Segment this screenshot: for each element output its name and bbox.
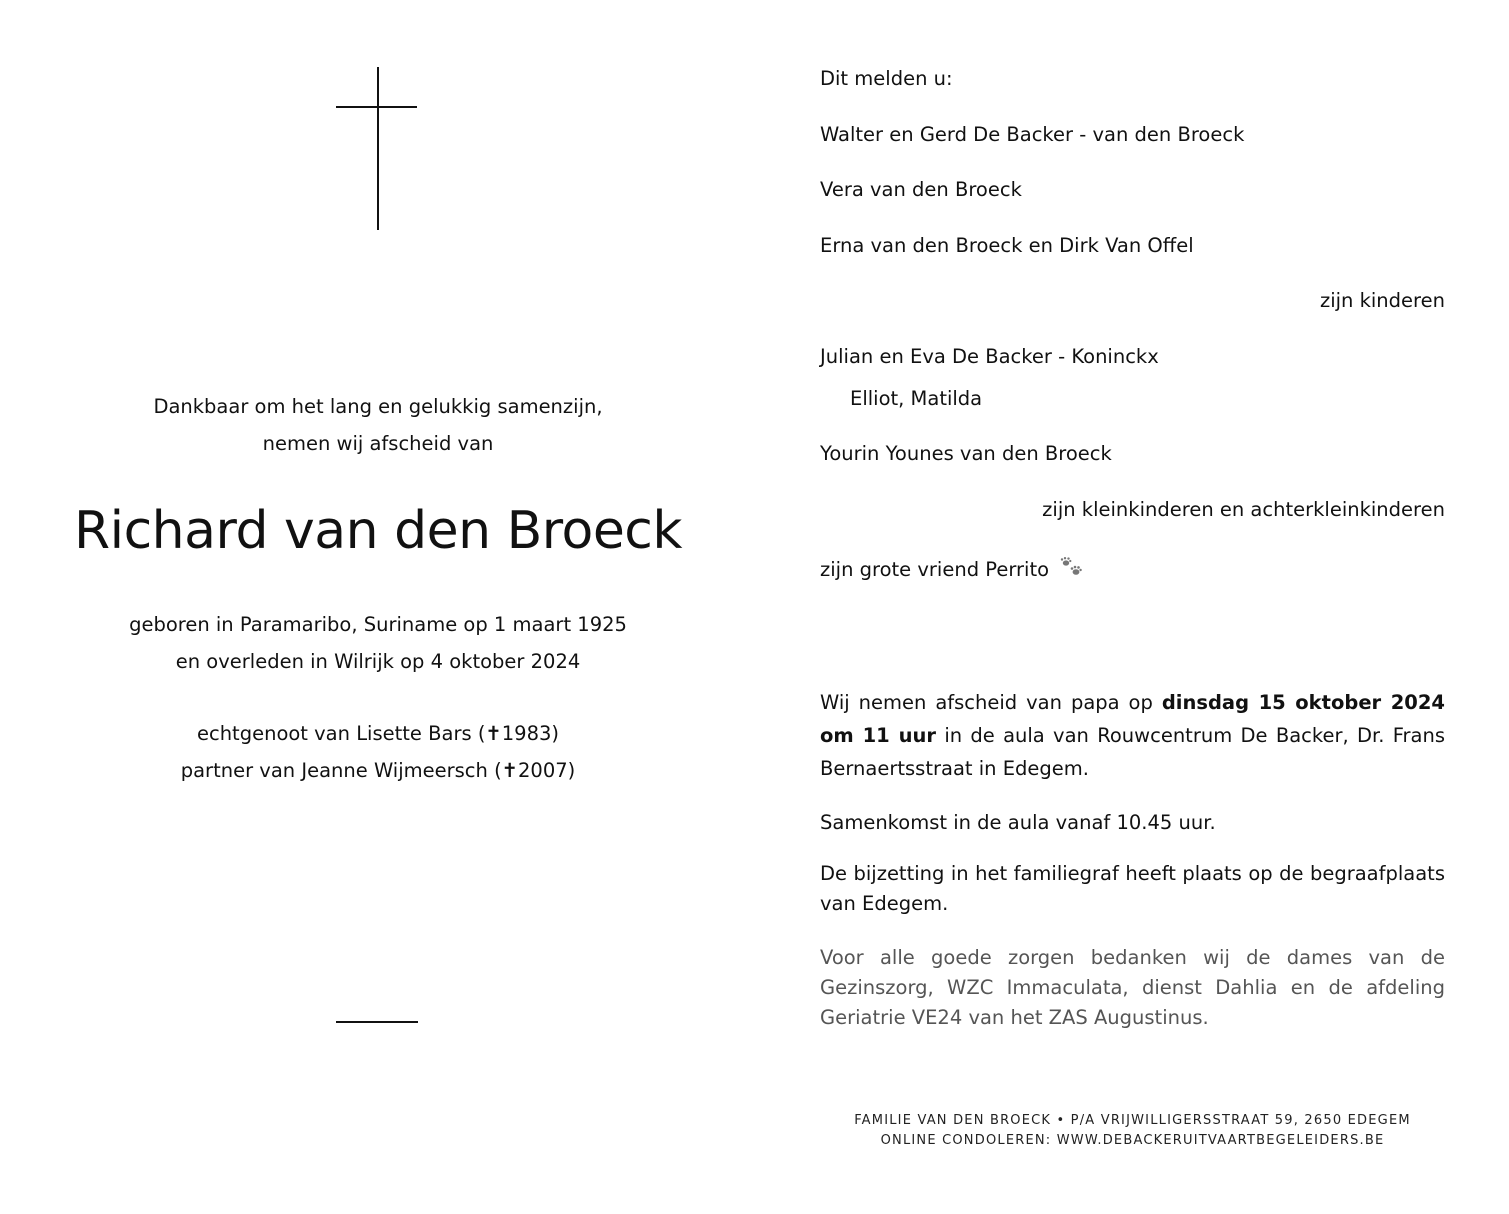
friend-line — [820, 556, 1085, 584]
cross-icon-vertical — [377, 67, 379, 230]
grandchild-1: Julian en Eva De Backer - Koninckx — [820, 345, 1159, 368]
partner-line: partner van Jeanne Wijmeersch (✝2007) — [180, 759, 576, 782]
announce-text: Dit melden u: — [820, 67, 953, 90]
gathering-paragraph: Samenkomst in de aula vanaf 10.45 uur. — [820, 811, 1216, 834]
intro-line-2: nemen wij afscheid van — [262, 432, 494, 455]
cross-icon-horizontal — [336, 106, 417, 108]
ceremony-text-before: Wij nemen afscheid van papa op — [820, 691, 1162, 714]
birth-line: geboren in Paramaribo, Suriname op 1 maart 1925 — [129, 613, 627, 636]
ceremony-paragraph — [820, 686, 1445, 785]
friend-text: zijn grote vriend Perrito — [820, 558, 1050, 581]
thanks-paragraph: Voor alle goede zorgen bedanken wij de dames van de Gezinszorg, WZC Immaculata, dienst Dahlia en de afdeling Geriatrie VE24 van het ZAS Augustinus. — [820, 946, 1445, 1029]
grandchild-2: Yourin Younes van den Broeck — [820, 442, 1112, 465]
children-label: zijn kinderen — [1319, 289, 1445, 312]
burial-paragraph: De bijzetting in het familiegraf heeft plaats op de begraafplaats van Edegem. — [820, 862, 1445, 915]
spouse-info — [60, 715, 696, 789]
ceremony-text-after: in de aula van Rouwcentrum De Backer, Dr. Frans Bernaertsstraat in Edegem. — [820, 724, 1445, 780]
footer — [820, 1111, 1445, 1151]
grandchildren-label: zijn kleinkinderen en achterkleinkinderen — [1042, 498, 1445, 521]
intro-text — [60, 388, 696, 462]
child-1: Walter en Gerd De Backer - van den Broeck — [820, 123, 1245, 146]
intro-line-1: Dankbaar om het lang en gelukkig samenzijn, — [153, 395, 603, 418]
great-grandchildren: Elliot, Matilda — [850, 387, 983, 410]
spouse-line: echtgenoot van Lisette Bars (✝1983) — [196, 722, 560, 745]
ceremony-date: dinsdag 15 oktober 2024 om 11 uur — [820, 691, 1445, 747]
child-3: Erna van den Broeck en Dirk Van Offel — [820, 234, 1194, 257]
death-line: en overleden in Wilrijk op 4 oktober 2024 — [175, 650, 581, 673]
birth-death-info — [60, 606, 696, 680]
paw-prints-icon — [1059, 557, 1085, 579]
footer-website: ONLINE CONDOLEREN: WWW.DEBACKERUITVAARTBEGELEIDERS.BE — [880, 1133, 1385, 1148]
deceased-name: Richard van den Broeck — [73, 501, 683, 561]
footer-address: FAMILIE VAN DEN BROECK • P/A VRIJWILLIGERSSTRAAT 59, 2650 EDEGEM — [854, 1113, 1411, 1128]
child-2: Vera van den Broeck — [820, 178, 1022, 201]
divider-rule — [336, 1021, 418, 1023]
